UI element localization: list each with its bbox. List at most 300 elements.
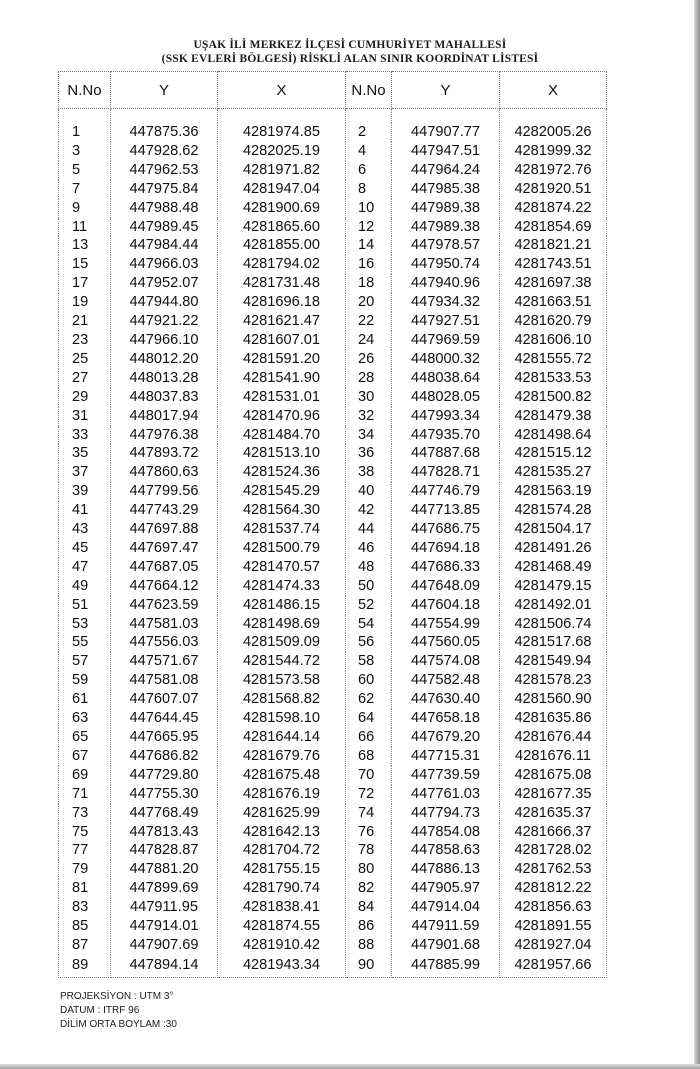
y-value-cell: 447989.38 [392,218,500,237]
point-no-cell: 13 [59,236,111,255]
table-row [59,652,607,671]
x-value-cell: 4281676.11 [500,747,607,766]
y-value-cell: 447761.03 [392,785,500,804]
x-value-cell: 4281755.15 [218,860,346,879]
projection-label: PROJEKSİYON : UTM 3° [60,991,174,1002]
x-value-cell: 4281578.23 [500,671,607,690]
y-value-cell: 447560.05 [392,633,500,652]
y-value-cell: 448038.64 [392,369,500,388]
table-row [59,766,607,785]
y-value-cell: 447940.96 [392,274,500,293]
point-no-cell: 48 [346,558,392,577]
y-value-cell: 447988.48 [111,199,218,218]
table-row [59,199,607,218]
x-value-cell: 4281838.41 [218,898,346,917]
point-no-cell: 15 [59,255,111,274]
y-value-cell: 447944.80 [111,293,218,312]
table-row [59,312,607,331]
spacer-cell [218,109,346,124]
point-no-cell: 63 [59,709,111,728]
table-row [59,293,607,312]
point-no-cell: 76 [346,823,392,842]
point-no-cell: 11 [59,218,111,237]
point-no-cell: 39 [59,482,111,501]
point-no-cell: 26 [346,350,392,369]
point-no-cell: 85 [59,917,111,936]
x-value-cell: 4281910.42 [218,936,346,955]
point-no-cell: 20 [346,293,392,312]
header-y: Y [111,72,218,109]
table-row [59,671,607,690]
y-value-cell: 447644.45 [111,709,218,728]
y-value-cell: 447921.22 [111,312,218,331]
y-value-cell: 447739.59 [392,766,500,785]
x-value-cell: 4281549.94 [500,652,607,671]
point-no-cell: 36 [346,444,392,463]
point-no-cell: 58 [346,652,392,671]
y-value-cell: 447975.84 [111,180,218,199]
table-row [59,123,607,142]
point-no-cell: 82 [346,879,392,898]
y-value-cell: 447907.69 [111,936,218,955]
point-no-cell: 66 [346,728,392,747]
y-value-cell: 447901.68 [392,936,500,955]
x-value-cell: 4281762.53 [500,860,607,879]
x-value-cell: 4281500.79 [218,539,346,558]
x-value-cell: 4281470.57 [218,558,346,577]
x-value-cell: 4281621.47 [218,312,346,331]
table-row [59,860,607,879]
spacer-cell [59,109,111,124]
y-value-cell: 447893.72 [111,444,218,463]
x-value-cell: 4281943.34 [218,955,346,978]
spacer-cell [392,109,500,124]
y-value-cell: 447914.01 [111,917,218,936]
x-value-cell: 4281891.55 [500,917,607,936]
x-value-cell: 4281568.82 [218,690,346,709]
y-value-cell: 447755.30 [111,785,218,804]
y-value-cell: 447648.09 [392,577,500,596]
central-meridian-label: DİLİM ORTA BOYLAM :30 [60,1019,177,1031]
y-value-cell: 447697.88 [111,520,218,539]
x-value-cell: 4281544.72 [218,652,346,671]
table-row [59,955,607,978]
x-value-cell: 4281697.38 [500,274,607,293]
x-value-cell: 4281675.08 [500,766,607,785]
spacer-cell [346,109,392,124]
table-row [59,331,607,350]
point-no-cell: 53 [59,615,111,634]
point-no-cell: 86 [346,917,392,936]
table-row [59,161,607,180]
y-value-cell: 447927.51 [392,312,500,331]
x-value-cell: 4281470.96 [218,407,346,426]
x-value-cell: 4281957.66 [500,955,607,978]
point-no-cell: 45 [59,539,111,558]
x-value-cell: 4281563.19 [500,482,607,501]
table-row [59,785,607,804]
x-value-cell: 4281947.04 [218,180,346,199]
table-row [59,501,607,520]
projection-notes [60,990,177,1033]
x-value-cell: 4281474.33 [218,577,346,596]
table-row [59,633,607,652]
table-spacer-row [59,109,607,124]
table-row [59,236,607,255]
x-value-cell: 4282005.26 [500,123,607,142]
y-value-cell: 447697.47 [111,539,218,558]
y-value-cell: 447713.85 [392,501,500,520]
table-row [59,520,607,539]
x-value-cell: 4281794.02 [218,255,346,274]
y-value-cell: 447907.77 [392,123,500,142]
point-no-cell: 31 [59,407,111,426]
point-no-cell: 18 [346,274,392,293]
point-no-cell: 14 [346,236,392,255]
header-x-2: X [500,72,607,109]
point-no-cell: 7 [59,180,111,199]
point-no-cell: 46 [346,539,392,558]
y-value-cell: 447768.49 [111,804,218,823]
table-row [59,936,607,955]
x-value-cell: 4281533.53 [500,369,607,388]
y-value-cell: 447686.82 [111,747,218,766]
point-no-cell: 60 [346,671,392,690]
y-value-cell: 447715.31 [392,747,500,766]
y-value-cell: 447686.75 [392,520,500,539]
point-no-cell: 17 [59,274,111,293]
point-no-cell: 43 [59,520,111,539]
x-value-cell: 4281743.51 [500,255,607,274]
point-no-cell: 21 [59,312,111,331]
table-header-row [59,72,607,109]
page-edge-shadow [694,0,700,1069]
y-value-cell: 447894.14 [111,955,218,978]
table-row [59,709,607,728]
y-value-cell: 447875.36 [111,123,218,142]
point-no-cell: 81 [59,879,111,898]
x-value-cell: 4281498.64 [500,426,607,445]
y-value-cell: 448012.20 [111,350,218,369]
header-point-no-2: N.No [346,72,392,109]
x-value-cell: 4281855.00 [218,236,346,255]
x-value-cell: 4281676.44 [500,728,607,747]
y-value-cell: 448013.28 [111,369,218,388]
x-value-cell: 4281854.69 [500,218,607,237]
y-value-cell: 447828.87 [111,841,218,860]
y-value-cell: 447962.53 [111,161,218,180]
table-row [59,917,607,936]
x-value-cell: 4281498.69 [218,615,346,634]
x-value-cell: 4281555.72 [500,350,607,369]
table-row [59,180,607,199]
table-row [59,539,607,558]
y-value-cell: 447799.56 [111,482,218,501]
y-value-cell: 448000.32 [392,350,500,369]
x-value-cell: 4281564.30 [218,501,346,520]
point-no-cell: 55 [59,633,111,652]
y-value-cell: 447911.95 [111,898,218,917]
table-row [59,255,607,274]
x-value-cell: 4281679.76 [218,747,346,766]
x-value-cell: 4281999.32 [500,142,607,161]
x-value-cell: 4281856.63 [500,898,607,917]
x-value-cell: 4281492.01 [500,596,607,615]
y-value-cell: 447950.74 [392,255,500,274]
point-no-cell: 62 [346,690,392,709]
table-row [59,350,607,369]
table-row [59,463,607,482]
y-value-cell: 447885.99 [392,955,500,978]
y-value-cell: 447556.03 [111,633,218,652]
x-value-cell: 4281696.18 [218,293,346,312]
table-row [59,558,607,577]
point-no-cell: 69 [59,766,111,785]
y-value-cell: 447966.10 [111,331,218,350]
point-no-cell: 70 [346,766,392,785]
point-no-cell: 41 [59,501,111,520]
x-value-cell: 4281531.01 [218,388,346,407]
point-no-cell: 78 [346,841,392,860]
point-no-cell: 79 [59,860,111,879]
point-no-cell: 87 [59,936,111,955]
y-value-cell: 447928.62 [111,142,218,161]
document-title-line-2: (SSK EVLERİ BÖLGESİ) RİSKLİ ALAN SINIR KOORDİNAT LİSTESİ [161,53,539,65]
point-no-cell: 65 [59,728,111,747]
y-value-cell: 447989.45 [111,218,218,237]
point-no-cell: 68 [346,747,392,766]
y-value-cell: 447743.29 [111,501,218,520]
x-value-cell: 4281635.37 [500,804,607,823]
y-value-cell: 447571.67 [111,652,218,671]
y-value-cell: 447746.79 [392,482,500,501]
point-no-cell: 51 [59,596,111,615]
point-no-cell: 19 [59,293,111,312]
x-value-cell: 4281560.90 [500,690,607,709]
y-value-cell: 447989.38 [392,199,500,218]
table-row [59,426,607,445]
x-value-cell: 4281731.48 [218,274,346,293]
header-point-no: N.No [59,72,111,109]
point-no-cell: 89 [59,955,111,978]
point-no-cell: 64 [346,709,392,728]
point-no-cell: 90 [346,955,392,978]
y-value-cell: 447860.63 [111,463,218,482]
point-no-cell: 38 [346,463,392,482]
x-value-cell: 4281677.35 [500,785,607,804]
x-value-cell: 4281728.02 [500,841,607,860]
point-no-cell: 29 [59,388,111,407]
y-value-cell: 447664.12 [111,577,218,596]
x-value-cell: 4281865.60 [218,218,346,237]
y-value-cell: 447858.63 [392,841,500,860]
point-no-cell: 61 [59,690,111,709]
table-row [59,577,607,596]
y-value-cell: 447887.68 [392,444,500,463]
table-row [59,841,607,860]
y-value-cell: 447952.07 [111,274,218,293]
x-value-cell: 4281644.14 [218,728,346,747]
x-value-cell: 4281491.26 [500,539,607,558]
y-value-cell: 447964.24 [392,161,500,180]
point-no-cell: 24 [346,331,392,350]
coordinate-table [58,71,607,978]
x-value-cell: 4281663.51 [500,293,607,312]
point-no-cell: 5 [59,161,111,180]
table-row [59,615,607,634]
x-value-cell: 4281620.79 [500,312,607,331]
x-value-cell: 4281675.48 [218,766,346,785]
point-no-cell: 50 [346,577,392,596]
y-value-cell: 447984.44 [111,236,218,255]
point-no-cell: 42 [346,501,392,520]
point-no-cell: 37 [59,463,111,482]
y-value-cell: 448017.94 [111,407,218,426]
y-value-cell: 447966.03 [111,255,218,274]
y-value-cell: 447581.08 [111,671,218,690]
header-x: X [218,72,346,109]
x-value-cell: 4281972.76 [500,161,607,180]
x-value-cell: 4281676.19 [218,785,346,804]
point-no-cell: 44 [346,520,392,539]
x-value-cell: 4281504.17 [500,520,607,539]
y-value-cell: 447574.08 [392,652,500,671]
y-value-cell: 447854.08 [392,823,500,842]
x-value-cell: 4281971.82 [218,161,346,180]
table-row [59,747,607,766]
point-no-cell: 52 [346,596,392,615]
x-value-cell: 4281573.58 [218,671,346,690]
x-value-cell: 4281607.01 [218,331,346,350]
x-value-cell: 4281812.22 [500,879,607,898]
y-value-cell: 447947.51 [392,142,500,161]
table-row [59,482,607,501]
y-value-cell: 447813.43 [111,823,218,842]
point-no-cell: 12 [346,218,392,237]
x-value-cell: 4281821.21 [500,236,607,255]
point-no-cell: 72 [346,785,392,804]
table-row [59,407,607,426]
point-no-cell: 9 [59,199,111,218]
y-value-cell: 447623.59 [111,596,218,615]
point-no-cell: 22 [346,312,392,331]
x-value-cell: 4281524.36 [218,463,346,482]
y-value-cell: 447794.73 [392,804,500,823]
point-no-cell: 35 [59,444,111,463]
table-row [59,142,607,161]
x-value-cell: 4281545.29 [218,482,346,501]
y-value-cell: 448037.83 [111,388,218,407]
table-row [59,369,607,388]
y-value-cell: 447607.07 [111,690,218,709]
y-value-cell: 447978.57 [392,236,500,255]
y-value-cell: 448028.05 [392,388,500,407]
y-value-cell: 447582.48 [392,671,500,690]
point-no-cell: 88 [346,936,392,955]
y-value-cell: 447899.69 [111,879,218,898]
y-value-cell: 447935.70 [392,426,500,445]
datum-label: DATUM : ITRF 96 [60,1005,140,1017]
y-value-cell: 447581.03 [111,615,218,634]
y-value-cell: 447604.18 [392,596,500,615]
point-no-cell: 56 [346,633,392,652]
x-value-cell: 4281625.99 [218,804,346,823]
x-value-cell: 4281591.20 [218,350,346,369]
x-value-cell: 4281509.09 [218,633,346,652]
y-value-cell: 447687.05 [111,558,218,577]
point-no-cell: 6 [346,161,392,180]
x-value-cell: 4281486.15 [218,596,346,615]
point-no-cell: 25 [59,350,111,369]
page-bottom-shadow [0,1064,700,1069]
y-value-cell: 447934.32 [392,293,500,312]
spacer-cell [500,109,607,124]
y-value-cell: 447886.13 [392,860,500,879]
table-row [59,444,607,463]
y-value-cell: 447881.20 [111,860,218,879]
x-value-cell: 4281874.55 [218,917,346,936]
point-no-cell: 75 [59,823,111,842]
table-row [59,690,607,709]
x-value-cell: 4281537.74 [218,520,346,539]
point-no-cell: 57 [59,652,111,671]
table-row [59,804,607,823]
x-value-cell: 4281900.69 [218,199,346,218]
x-value-cell: 4281506.74 [500,615,607,634]
y-value-cell: 447993.34 [392,407,500,426]
x-value-cell: 4281484.70 [218,426,346,445]
table-row [59,728,607,747]
table-row [59,823,607,842]
x-value-cell: 4282025.19 [218,142,346,161]
point-no-cell: 47 [59,558,111,577]
point-no-cell: 77 [59,841,111,860]
table-row [59,218,607,237]
x-value-cell: 4281927.04 [500,936,607,955]
y-value-cell: 447694.18 [392,539,500,558]
table-row [59,388,607,407]
point-no-cell: 40 [346,482,392,501]
x-value-cell: 4281642.13 [218,823,346,842]
x-value-cell: 4281515.12 [500,444,607,463]
y-value-cell: 447969.59 [392,331,500,350]
point-no-cell: 3 [59,142,111,161]
x-value-cell: 4281517.68 [500,633,607,652]
point-no-cell: 67 [59,747,111,766]
point-no-cell: 23 [59,331,111,350]
point-no-cell: 2 [346,123,392,142]
y-value-cell: 447554.99 [392,615,500,634]
point-no-cell: 30 [346,388,392,407]
x-value-cell: 4281920.51 [500,180,607,199]
y-value-cell: 447976.38 [111,426,218,445]
x-value-cell: 4281704.72 [218,841,346,860]
x-value-cell: 4281974.85 [218,123,346,142]
x-value-cell: 4281513.10 [218,444,346,463]
x-value-cell: 4281479.15 [500,577,607,596]
y-value-cell: 447679.20 [392,728,500,747]
x-value-cell: 4281479.38 [500,407,607,426]
x-value-cell: 4281541.90 [218,369,346,388]
point-no-cell: 10 [346,199,392,218]
point-no-cell: 33 [59,426,111,445]
x-value-cell: 4281535.27 [500,463,607,482]
x-value-cell: 4281874.22 [500,199,607,218]
y-value-cell: 447985.38 [392,180,500,199]
x-value-cell: 4281574.28 [500,501,607,520]
y-value-cell: 447729.80 [111,766,218,785]
point-no-cell: 54 [346,615,392,634]
